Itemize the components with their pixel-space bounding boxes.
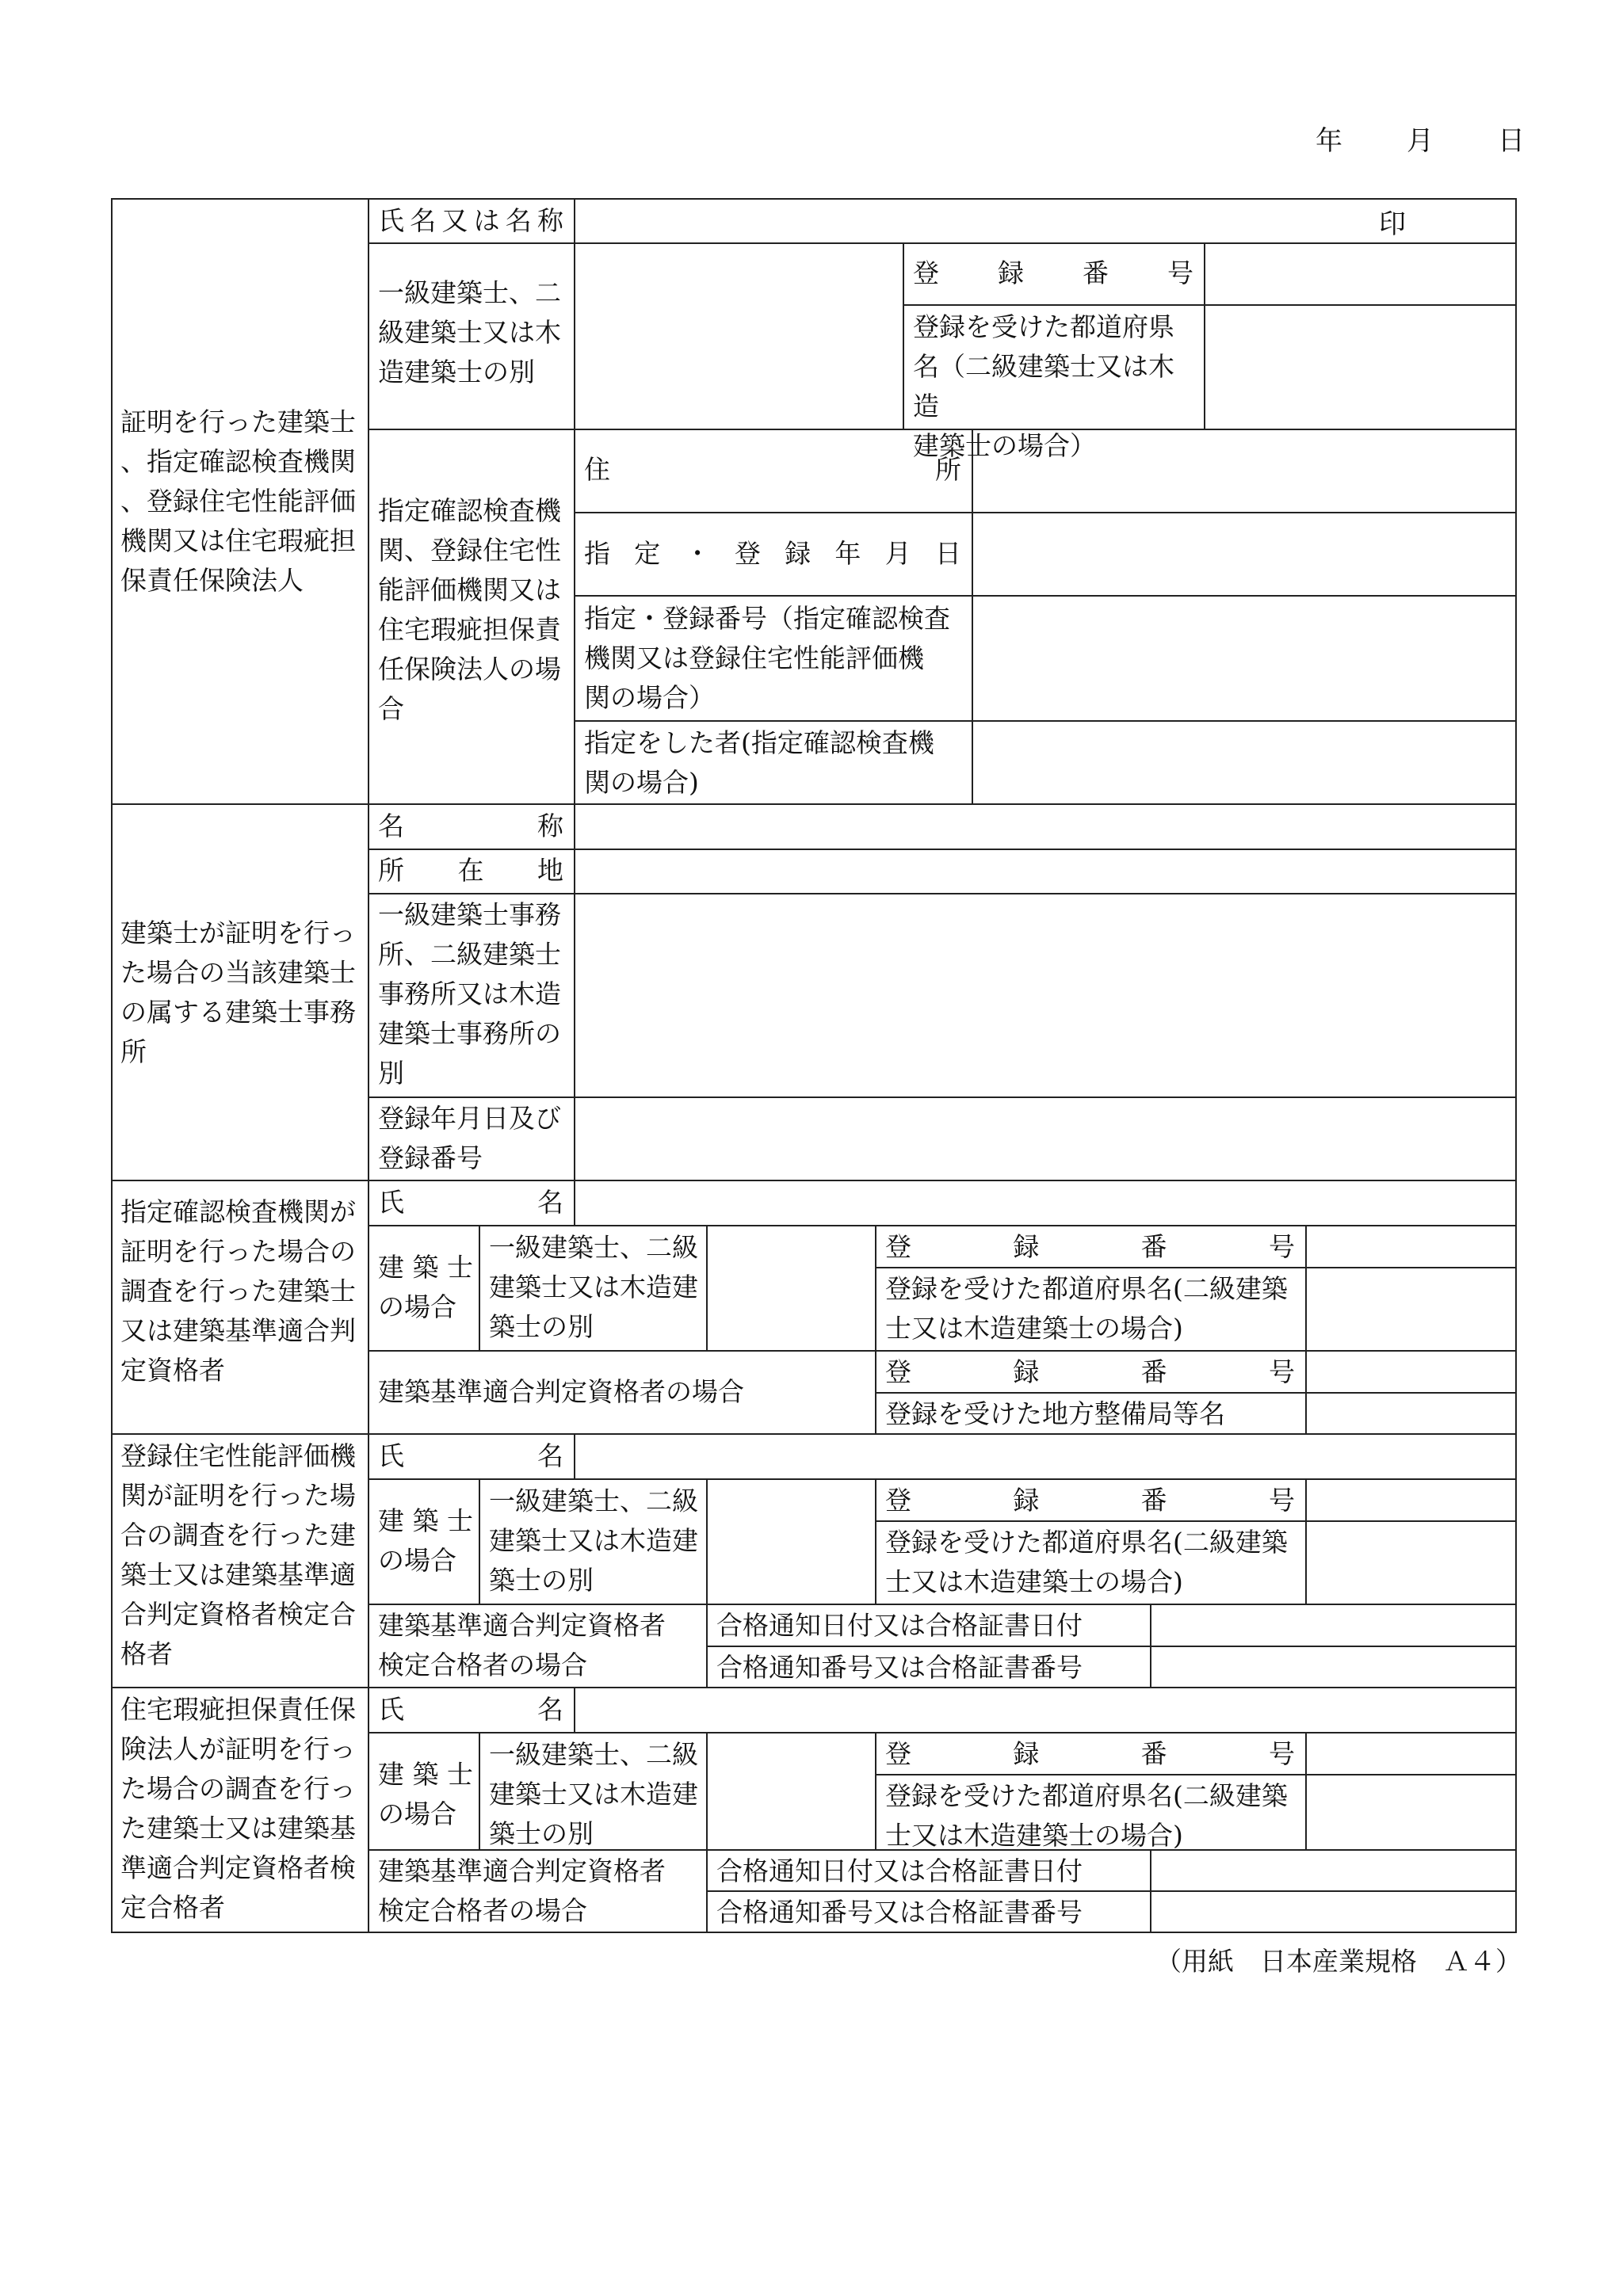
section4-notice-date-label: 合格通知日付又は合格証書日付 — [716, 1610, 1083, 1641]
section4-title: 登録住宅性能評価機 関が証明を行った場 合の調査を行った建 築士又は建築基準適 合判定資格者検定合 格者 — [120, 1440, 356, 1669]
section1-prefecture-label: 登録を受けた都道府県 名（二級建築士又は木造 建築士の場合） — [913, 311, 1174, 461]
section3-inspector-case-label: 建築基準適合判定資格者の場合 — [378, 1376, 744, 1407]
section2-location-label: 所 在 地 — [378, 855, 563, 886]
section3-architect-case-label: 建 築 士 の場合 — [378, 1252, 473, 1322]
section5-prefecture-label: 登録を受けた都道府県名(二級建築 士又は木造建築士の場合) — [885, 1780, 1288, 1851]
section4-notice-number-label: 合格通知番号又は合格証書番号 — [716, 1652, 1083, 1683]
section3-reg-number2-label: 登 録 番 号 — [885, 1356, 1295, 1387]
section1-designation-date-label: 指 定 ・ 登 録 年 月 日 — [584, 538, 961, 569]
section2-office-type-label: 一級建築士事務 所、二級建築士 事務所又は木造 建築士事務所の 別 — [378, 899, 561, 1089]
date-line — [1300, 119, 1529, 158]
section2-reg-date-label: 登録年月日及び 登録番号 — [378, 1103, 561, 1173]
section1-designator-label: 指定をした者(指定確認検査機 関の場合) — [584, 727, 934, 798]
month-label: 月 — [1407, 125, 1434, 157]
section4-reg-number-label: 登 録 番 号 — [885, 1485, 1295, 1516]
year-label: 年 — [1316, 125, 1342, 157]
section4-exam-case-label: 建築基準適合判定資格者 検定合格者の場合 — [378, 1610, 666, 1680]
section1-reg-number-label: 登 録 番 号 — [913, 257, 1193, 288]
section4-architect-case-label: 建 築 士 の場合 — [378, 1505, 473, 1576]
section4-name-label: 氏 名 — [378, 1440, 563, 1471]
section5-reg-number-label: 登 録 番 号 — [885, 1738, 1295, 1769]
section1-title: 証明を行った建築士 、指定確認検査機関 、登録住宅性能評価 機関又は住宅瑕疵担 保責任保険法人 — [120, 406, 356, 596]
section4-architect-type-label: 一級建築士、二級 建築士又は木造建 築士の別 — [489, 1486, 698, 1596]
section3-bureau-label: 登録を受けた地方整備局等名 — [885, 1398, 1225, 1429]
section1-architect-type-label: 一級建築士、二 級建築士又は木 造建築士の別 — [378, 277, 561, 387]
section5-architect-type-label: 一級建築士、二級 建築士又は木造建 築士の別 — [489, 1739, 698, 1849]
section5-architect-case-label: 建 築 士 の場合 — [378, 1759, 473, 1829]
section3-reg-number-label: 登 録 番 号 — [885, 1231, 1295, 1262]
day-label: 日 — [1498, 125, 1525, 157]
section5-title: 住宅瑕疵担保責任保 険法人が証明を行っ た場合の調査を行っ た建築士又は建築基 準適合判定資格者検 定合格者 — [120, 1694, 356, 1923]
section3-title: 指定確認検査機関が 証明を行った場合の 調査を行った建築士 又は建築基準適合判 定資格者 — [120, 1196, 356, 1386]
section3-prefecture-label: 登録を受けた都道府県名(二級建築 士又は木造建築士の場合) — [885, 1273, 1288, 1344]
section2-name-label: 名 称 — [378, 810, 563, 841]
seal-mark: 印 — [1379, 208, 1406, 240]
section5-notice-date-label: 合格通知日付又は合格証書日付 — [716, 1855, 1083, 1886]
section5-name-label: 氏 名 — [378, 1694, 563, 1725]
section5-exam-case-label: 建築基準適合判定資格者 検定合格者の場合 — [378, 1855, 666, 1926]
section5-notice-number-label: 合格通知番号又は合格証書番号 — [716, 1897, 1083, 1928]
paper-size-note: （用紙 日本産業規格 Ａ４） — [1155, 1946, 1522, 1977]
section1-agency-case-label: 指定確認検査機 関、登録住宅性 能評価機関又は 住宅瑕疵担保責 任保険法人の場 合 — [378, 495, 561, 724]
section1-name-label: 氏 名 又 は 名 称 — [378, 205, 563, 236]
section2-title: 建築士が証明を行っ た場合の当該建築士 の属する建築士事務 所 — [120, 917, 356, 1067]
section1-address-label: 住 所 — [584, 454, 961, 485]
section4-prefecture-label: 登録を受けた都道府県名(二級建築 士又は木造建築士の場合) — [885, 1527, 1288, 1597]
section3-name-label: 氏 名 — [378, 1187, 563, 1218]
section3-architect-type-label: 一級建築士、二級 建築士又は木造建 築士の別 — [489, 1232, 698, 1342]
section1-designation-number-label: 指定・登録番号（指定確認検査 機関又は登録住宅性能評価機 関の場合） — [584, 603, 950, 713]
certificate-form-table — [111, 198, 1517, 1933]
